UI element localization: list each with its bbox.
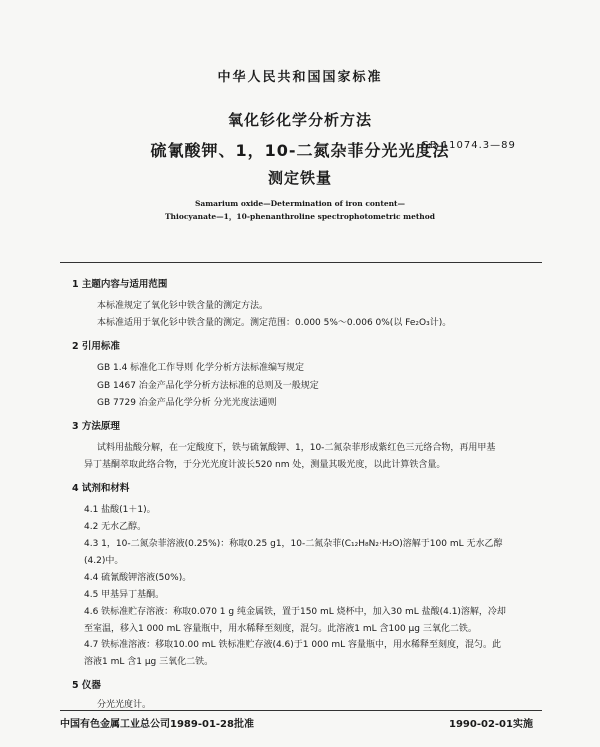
title-line-3: 测定铁量 <box>267 169 332 187</box>
footer-divider <box>60 710 542 711</box>
reagent-item-4-2: 4.2 无水乙醇。 <box>84 522 147 532</box>
section-1-paragraph-1: 本标准规定了氧化钐中铁含量的测定方法。 <box>97 301 269 311</box>
section-2-heading: 2 引用标准 <box>72 341 120 352</box>
standard-number: GB 11074.3—89 <box>421 140 516 151</box>
reference-item: GB 7729 冶金产品化学分析 分光光度法通则 <box>97 398 277 408</box>
reagent-item-4-4: 4.4 硫氰酸钾溶液(50%)。 <box>84 573 192 583</box>
reagent-item-4-6-cont: 至室温，移入1 000 mL 容量瓶中，用水稀释至刻度，混匀。此溶液1 mL 含100 μg 三氧化二铁。 <box>84 624 477 634</box>
national-standard-header: 中华人民共和国国家标准 <box>217 70 383 85</box>
reagent-item-4-3-cont: (4.2)中。 <box>84 556 124 566</box>
reference-item: GB 1467 冶金产品化学分析方法标准的总则及一般规定 <box>97 381 319 391</box>
reagent-item-4-3: 4.3 1，10-二氮杂菲溶液(0.25%)：称取0.25 g1，10-二氮杂菲(C₁₂H₈N₂·H₂O)溶解于100 mL 无水乙醇 <box>84 539 503 549</box>
section-1-paragraph-2: 本标准适用于氧化钐中铁含量的测定。测定范围：0.000 5%～0.006 0%(以 Fe₂O₃计)。 <box>97 318 452 328</box>
implementation-date: 1990-02-01实施 <box>449 719 533 730</box>
section-1-heading: 1 主题内容与适用范围 <box>72 279 168 290</box>
title-line-1: 氧化钐化学分析方法 <box>227 111 372 129</box>
section-4-heading: 4 试剂和材料 <box>72 483 130 494</box>
section-3-heading: 3 方法原理 <box>72 421 120 432</box>
reagent-item-4-7: 4.7 铁标准溶液：移取10.00 mL 铁标准贮存液(4.6)于1 000 mL 容量瓶中，用水稀释至刻度，混匀。此 <box>84 640 502 650</box>
section-5-heading: 5 仪器 <box>72 680 101 691</box>
section-3-paragraph-1: 试料用盐酸分解，在一定酸度下，铁与硫氰酸钾、1，10-二氮杂菲形成紫红色三元络合物，再用甲基 <box>97 443 496 453</box>
english-title-line-1: Samarium oxide—Determination of iron content— <box>194 199 406 208</box>
approval-note: 中国有色金属工业总公司1989-01-28批准 <box>60 719 254 730</box>
english-title-line-2: Thiocyanate—1，10-phenanthroline spectrophotometric method <box>164 212 436 221</box>
header-divider <box>60 262 542 263</box>
reagent-item-4-5: 4.5 甲基异丁基酮。 <box>84 590 165 600</box>
reference-item: GB 1.4 标准化工作导则 化学分析方法标准编写规定 <box>97 363 305 373</box>
title-line-2: 硫氰酸钾、1，10-二氮杂菲分光光度法 <box>150 141 450 160</box>
section-3-paragraph-2: 异丁基酮萃取此络合物，于分光光度计波长520 nm 处，测量其吸光度，以此计算铁含量。 <box>84 460 446 470</box>
reagent-item-4-7-cont: 溶液1 mL 含1 μg 三氧化二铁。 <box>84 657 214 667</box>
reagent-item-4-6: 4.6 铁标准贮存溶液：称取0.070 1 g 纯金属铁，置于150 mL 烧杯中，加入30 mL 盐酸(4.1)溶解，冷却 <box>84 607 506 617</box>
reagent-item-4-1: 4.1 盐酸(1＋1)。 <box>84 505 156 515</box>
section-5-paragraph-1: 分光光度计。 <box>97 700 152 710</box>
